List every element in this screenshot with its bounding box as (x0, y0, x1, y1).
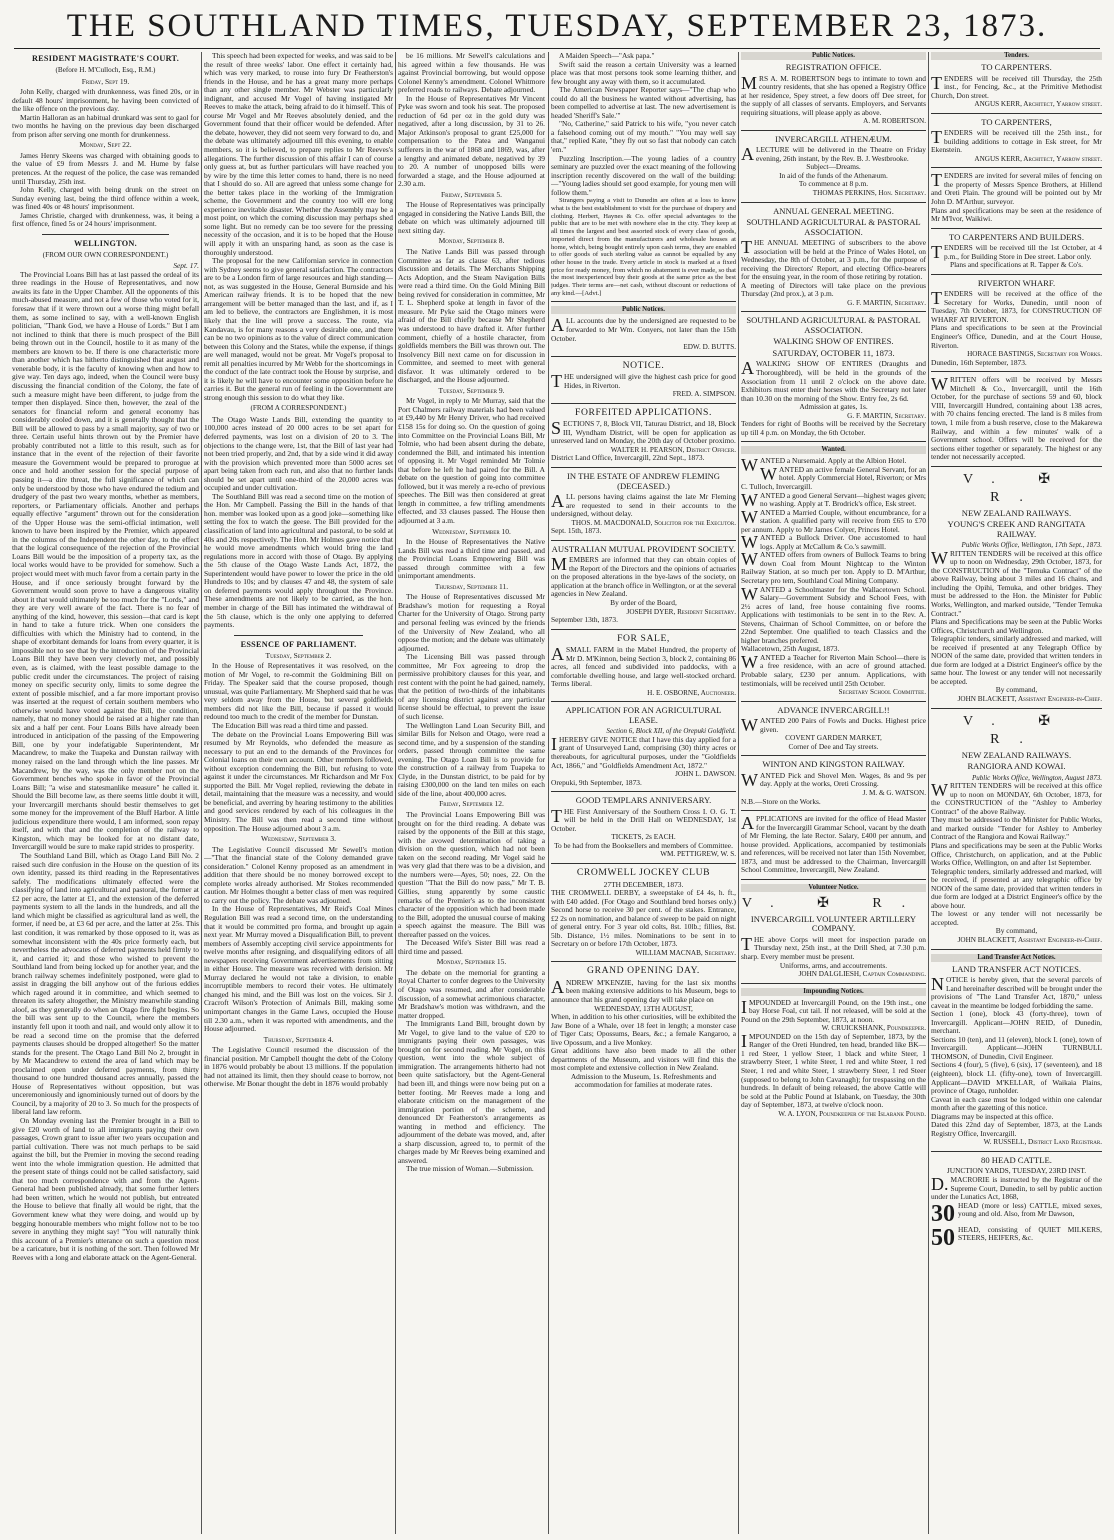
wanted-ad: WANTED a Schoolmaster for the Wallacetown School. Salary—Government Subsidy and School Fees, with 2½ acres of land, free house containing five rooms. Applications with testimonials to be sent in to the Rev. A. Stevens, Chairman of School Committee, on or before the 22nd September. One qualified to teach Classics and the higher branches preferred. (741, 583, 926, 645)
ad-signature: EDW. D. BUTTS. (683, 343, 736, 352)
paragraph: A Maiden Speech—"Ask papa." (559, 52, 655, 60)
ad-body: THE above Corps will meet for inspection parade on Thursday next, 25th inst., at the Drill Shed, at 7.30 p.m. sharp. Every member must be present. (741, 933, 926, 961)
column-2 (204, 52, 393, 1536)
separator (931, 949, 1102, 950)
paragraph: On Monday evening last the Premier brought in a Bill to give £20 worth of land to all immigrants paying their own passages, Crown grant to issue after two years occupation and partial cultivation. There was not much perhaps to be said against the bill, but the Premier in moving the second reading went into the whole immigration question. He admitted that the present state of things could not be called satisfactory, said that too much correspondence with and from the Agent-General had been published already, that some further letters had been written, which he would not publish, but entreated the House to believe that finally all would be right, that the Government knew what they were doing, and would up by begging honourable members who might follow not to be too severe in anything they might say! "You will naturally think this account of a Premier's utterance on such a question most be a caricature, but it is nothing of the sort. Then followed Mr Reeves with a long and elaborate attack on the Agent-General. (12, 1115, 199, 1262)
ad-title: GRAND OPENING DAY. (587, 965, 700, 977)
separator (931, 1151, 1102, 1152)
wanted-ad: WANTED a Bullock Driver. One accustomed to haul logs. Apply at McCallum & Co.'s sawmill. (741, 532, 926, 553)
ad-body: When, in addition to his other curiosities, will be exhibited the Jaw Bone of a Whale, over 18 feet in length; a monster case of Tiger Cats; Opossums, Bears, &c.; a female Kangaroo, a live Opossum, and a live Monkey. (551, 1012, 736, 1047)
article-subtitle: (FROM OUR OWN CORRESPONDENT.) (42, 250, 169, 259)
dateline: Wednesday, September 10. (432, 526, 511, 536)
dateline: Tuesday, September 9. (438, 385, 505, 395)
column-divider (928, 52, 929, 1534)
ad-signature: Secretary School Committee. (838, 688, 926, 697)
dateline: Monday, Sept 22. (79, 140, 132, 150)
separator (551, 961, 736, 962)
ad-note: Plans and specifications at R. Tapper & Co's. (949, 260, 1084, 270)
ad-note: By order of the Board, (610, 597, 677, 607)
ad-body: HEAD, consisting of QUIET MILKERS, STEERS, HEIFERS, &c. (958, 1225, 1102, 1243)
ad-body: WANTED Pick and Shovel Men. Wages, 8s and 9s per day. Apply at the works, Oreti Crossing. (741, 769, 926, 790)
separator (234, 635, 363, 636)
ad-body: THE ANNUAL MEETING of subscribers to the above association will be held at the Prince of Wales Hotel, on Wednesday, the 8th of October, at 3 p.m., for the purpose of receiving the Directors' Report, and electing Office-bearers for the ensuing year, in the room of those retiring by rotation. (741, 237, 926, 282)
ad-body: Plans and specifications may be seen at the Public Works Office, Christchurch, on application, and at the Public Works Office, Wellington, on and after 1st September. (931, 840, 1102, 868)
ad-title: SOUTHLAND AGRICULTURAL & PASTORAL ASSOCIATION. (746, 315, 921, 335)
ad-body: They must be addressed to the Minister for Public Works, and marked outside "Tender for Ashley to Amberley Contract of the Rangiora and Kowai Railway." (931, 815, 1102, 842)
dateline: Thursday, September 11. (434, 581, 509, 591)
ad-body: Dated this 22nd day of September, 1873, at the Lands Registry Office, Invercargill. (931, 1120, 1102, 1138)
masthead: THE SOUTHLAND TIMES, TUESDAY, SEPTEMBER 23, 1873. (66, 8, 1048, 44)
ad-body: D.MACRORIE is instructed by the Registrar of the Supreme Court, Dunedin, to sell by public auction under the Lunatics Act, 1868, (931, 1174, 1102, 1202)
dateline: Friday, September 12. (439, 799, 504, 809)
ad-body: Plans and Specifications may be seen at the Public Works Offices, Christchurch and Wellington. (931, 617, 1102, 635)
ad-note: Orepuki, 9th September, 1873. (551, 777, 642, 787)
paragraph: The American Newspaper Reporter says—"The chap who could do all the business he wanted without advertising, has been compelled to advertise at last. The new advertisement is headed 'Sheriff's Sale.'" (551, 85, 736, 120)
ad-body: AWALKING SHOW OF ENTIRES (Draughts and Thoroughbred), will be held in the grounds of the Association from 11 until 2 o'clock on the above date. Exhibitors must enter their horses with the Secretary not later than 10.30 on the morning of the Show. Entry fee, 2s 6d. (741, 358, 926, 403)
separator (551, 629, 736, 630)
article-title: WELLINGTON. (74, 238, 137, 248)
dateline: Monday, September 15. (436, 957, 507, 967)
section-bar-wanted: Wanted. (741, 446, 926, 454)
ad-body: Telegraphic tenders, similarly addressed and marked, will be received, if presented at any telegraphic office by NOON of the same date, provided that written tenders in due form are lodged at a District Engineer's office by the above hour. (931, 866, 1102, 910)
ad-signature: JOHN BLACKETT, Assistant Engineer-in-Chief. (957, 695, 1102, 704)
ad-signature: HORACE BASTINGS, Secretary for Works. (967, 350, 1102, 359)
article-title: ESSENCE OF PARLIAMENT. (240, 639, 357, 649)
ad-title: RANGIORA AND KOWAI. (967, 761, 1066, 772)
paragraph: The Deceased Wife's Sister Bill was read a third time and passed. (398, 938, 545, 956)
ad-body: ALL accounts due by the undersigned are requested to be forwarded to Mr Wm. Conyers, not later than the 15th October. (551, 315, 736, 343)
ad-note: Admission at gates, 1s. (799, 402, 868, 412)
separator (931, 466, 1102, 467)
dateline: Friday, Sept 19. (81, 76, 130, 86)
separator (551, 540, 736, 541)
ad-title: NEW ZEALAND RAILWAYS. (961, 749, 1072, 760)
paragraph: The debate on the Provincial Loans Empowering Bill was resumed by Mr Reynolds, who defended the measure as necessary to put an end to the demands of the Provinces for Colonial loans on their own account. Other members followed, without exception condemning the Bill, but refusing to vote against it under the circumstances. Mr Richardson and Mr Fox supported the Bill. Mr Vogel replied, reviewing the debate in detail, maintaining that the measure was a necessity, and would be beneficial, and averring by hearing testimony to the abilities and good services rendered by each of his colleagues in the Ministry. The Bill was then read a second time without opposition. The House adjourned about 3 a.m. (204, 729, 393, 833)
ad-body: Admission to the Museum, 1s. Refreshments and accommodation for families at moderate rates. (570, 1071, 717, 1090)
paragraph: In the House of Representatives, Mr Reid's Coal Mines Regulation Bill was read a second time, on the understanding that it would be committed pro forma, and brought up again next year. Mr Murray moved a Disqualification Bill, to prevent members of Assembly accepting civil service appointments for twelve months after resigning, and disqualifying editors of all newspapers receiving Government advertisements from sitting in either House. The measure was received with derision. Mr Murray declared he would not take a division, to enable incorruptible members to record their votes. He ultimately changed his mind, and the Bill was lost on the voices. Sir J. Cracroft Wilson's Protection of Animals Bill, making some unimportant changes in the Game Laws, occupied the House till 2.30 a.m., when it was reported with amendments, and the House adjourned. (204, 904, 393, 1034)
paragraph: The House of Representatives discussed Mr Bradshaw's motion for requesting a Royal Charter for the University of Otago. Strong party and personal feeling was evinced by the friends of the University of New Zealand, who all oppose the motion; and the debate was ultimately adjourned. (398, 592, 545, 653)
dateline: Tuesday, September 2. (265, 650, 332, 660)
ad-signature: FRED. A. SIMPSON. (672, 390, 736, 399)
ad-body: Caveat in each case must be lodged within one calendar month after the gazetting of this notice. (931, 1094, 1102, 1113)
separator (931, 113, 1102, 114)
paragraph: The Legislative Council discussed Mr Sewell's motion—"That the financial state of the Colony demanded grave consideration." Colonel Kenny proposed as an amendment in addition that there should be no money borrowed except to complete works already authorised. Mr Stokes recommended caution. Mr Holmes thought a better class of men was required to carry out the policy. The debate was adjourned. (204, 844, 393, 905)
separator (551, 356, 736, 357)
ad-signature: G. F. MARTIN, Secretary. (847, 298, 926, 307)
section-bar-impounding: Impounding Notices. (741, 988, 926, 996)
ad-title: WINTON AND KINGSTON RAILWAY. (762, 759, 905, 770)
article-title: RESIDENT MAGISTRATE'S COURT. (31, 54, 180, 63)
paragraph: In the House of Representatives Mr Vincent Pyke was sworn and took his seat. The proposed reduction of 6d per oz in the gold duty was negatived, after a long discussion, by 31 to 26. Major Atkinson's proposal to grant £25,000 for compensation to the Patea and Wanganui sufferers in the war of 1868 and 1869, was, after a lengthy and animated debate, negatived by 39 to 20. A number of unopposed bills were forwarded a stage, and the House adjourned at 2.30 a.m. (398, 93, 545, 189)
wanted-ad: WANTED an active female General Servant, for an hotel. Apply Commercial Hotel, Riverton; or Mrs C. Tulloch, Invercargill. (741, 463, 926, 491)
ad-body: Plans and specifications to be seen at the Provincial Engineer's Office, Dunedin, and at the Court House, Riverton. (931, 323, 1102, 350)
paragraph: The Southland Land Bill, which as Otago Land Bill No. 2 raised such dire confusion in the House on the question of its own identity, passed its third reading in the Representatives safely. The modifications ultimately effected were the classifying of land into agricultural and pastoral, the former at £2 per acre, the latter at £1, and the extension of the deferred payments system to all the lands in the hundreds, and all the land which might be classified as agricultural land as well, the former, if need be, at £3 6d per acre, and the latter at 25s. This last condition, it was remarked by those opposed to it, was as somewhat inconsistent with the 40s price formerly each, but nevertheless the advocates of deferred payments held firmly to it, and carried it; and those who wished to prevent the Southland land from being locked up for another year, and the branch railway schemes indefinitely postponed, were glad to assist in dragging the bill anyhow out of the furious eddies which raged around it in committee, and which seemed to threaten its safety altogether, the Ministry meanwhile standing aloof, as they generally do when an Otago fire fight begins. So the bill was sent up to the Council, where the members instantly fell upon it tooth and nail, and would only allow it to be read a second time on the promise that the deferred payments clauses should be dropped altogether! So the matter stands for the present. The Otago Land Bill No 2, brought in by Mr Macandrew to extend the area of land which may be proclaimed open under deferred payments, from thirty thousand to one hundred thousand acres annually, passed the House of Representatives without opposition, but was unceremoniously and ignominiously turned out of doors by the Council, by a majority of 20 to 3. So much for the prospects of liberal land law reform. (12, 851, 199, 1117)
ad-signature: WALTER H. PEARSON, District Officer. (610, 445, 736, 454)
ad-note: Wallacetown, 25th August, 1873. (741, 644, 840, 654)
ad-subtitle: Section 6, Block XII, of the Orepuki Goldfield. (606, 727, 736, 736)
ad-note: N.B.—Store on the Works. (741, 796, 821, 806)
ad-title: TO CARPENTERS AND BUILDERS. (949, 231, 1084, 242)
ad-body: IMPOUNDED at Invercargill Pound, on the 19th inst., one bay Horse Foal, cut tail. If not released, will be sold at the Pound on the 29th September, 1873, at noon. (741, 996, 926, 1024)
ad-body: THE undersigned will give the highest cash price for good Hides, in Riverton. (551, 371, 736, 392)
wanted-ad: WANTED a Teacher for Riverton Main School—there is a free residence, with an acre of ground attached. Probable salary, £230 per annum. Applications, with testimonials, will be received until 25th October. (741, 651, 926, 688)
paragraph: The Native Lands Bill was passed through Committee as far as clause 63, after tedious discussion and details. The Merchants Shipping Acts Adoption, and the Steam Navigation Bills were read a third time. On the Gold Mining Bill being revived for consideration in committee, Mr T. L. Shepherd spoke at length in favor of the measure. Mr Pyke said the Otago miners were afraid of the Bill chiefly because Mr Shepherd was understood to have drafted it. After further comment, chiefly of a hostile character, from goldfields members the Bill was thrown out. The Insolvency Bill next came on for discussion in Committee, and seemed to meet with general disfavor. It was ultimately ordered to be discharged, and the House adjourned. (398, 247, 545, 385)
ad-signature: WILLIAM MACNAB, Secretary. (635, 948, 736, 957)
ad-title: IN THE ESTATE OF ANDREW FLEMING (DECEASED.) (567, 471, 720, 491)
ad-body: TENDERS are invited for several miles of fencing on the property of Messrs Spence Brothers, at Hillend and Oreti Plain. The ground will be pointed out by Mr John D. M'Arthur, surveyor. (931, 170, 1102, 207)
ad-signature: W. RUSSELL, District Land Registrar. (983, 1138, 1102, 1147)
paragraph: The Provincial Loans Empowering Bill was brought on for the third reading. A debate was raised by the opponents of the Bill at this stage, with the avowed determination of taking a division on the question, which had not been taken on the second reading. Mr Vogel said he was very glad that there was to be a division, and the numbers were—Ayes, 50; noes, 22. On the question "That the Bill do now pass," Mr T. B. Gillies, stung apparently by some caustic remarks of the Premier's as to the inconsistent character of the opposition which had been made to the Bill, adopted the unusual course of making a speech against the measure. The Bill was thereafter passed on the voices. (398, 810, 545, 939)
paragraph: James Christie, charged with drunkenness, was, it being a first offence, fined 5s or 24 hours' imprisonment. (12, 210, 199, 229)
ad-date: 27TH DECEMBER, 1873. (603, 879, 684, 889)
ad-title: ANNUAL GENERAL MEETING. (773, 205, 894, 216)
paragraph: In the House of Representatives the Native Lands Bill was read a third time and passed, and the Provincial Loans Empowering Bill was passed through committee with a few unimportant amendments. (398, 537, 545, 581)
paragraph: The Provincial Loans Bill has at last passed the ordeal of its three readings in the House of Representatives, and now awaits its fate in the Upper Chamber. All the opponents of this much-abused measure, and not a few of those who voted for it, foresaw that if it were thrown out a worse thing might befall them, as some inclined to say, with a well-known English politician, "Thank God, we have a House of Lords." But I am not inclined to think that there is much prospect of the Bill being thrown out in the Council, hostile to it as many of the members are known to be. If there is one characteristic more than another which has hitherto distinguished that august and venerable body, it is the faculty of knowing when and how to give way. Ten days ago, indeed, when the Council were busy discussing the financial condition of the Colony, the fate of such a measure might have been different, to judge from the temper then displayed. Since then, however, the zeal of the senators for financial reform and general economy has considerably cooled down, and it is generally thought that the Bill will be allowed to pass by a small majority, say of two or three. Certain useful hints thrown out by the Premier have probably contributed not a little to this result, such as for instance that in the event of the rejection of their favorite measure the Government would be prepared to prorogue at once and hold another session for the special purpose of passing it—a dire threat, the full significance of which can only be understood by those who have endured the tedium and drudgery of the past two weary months, whether as members, reporters, or Parliamentary officials. Another and perhaps equally effective "argument" thrown out for the consideration of the Upper House was the semi-official intimation, well known to have been inspired by the Premier, which appeared in the columns of the Independent the other day, to the effect that the logical consequence of the rejection of the Provincial Loans Bill would be the imposition of a property tax, as the local works would have to be provided for somehow. Such a project would meet with much favor from a certain party in the House, and if once seriously brought forward by the Government would soon prove to have a dangerous vitality about it that would ultimately be too much for the "Lords," and they are very well aware of the fact. There is no fear of anything of the kind, however, this session—that card is kept in hand to take a future trick. When one considers the difficulties with which the Ministry had to contend, in the shape of exorbitant demands for loans from every quarter, it is impossible not to see that by the introduction of the Provincial Loans Bill they have been very cleverly met, and possibly even, as is claimed, with the least possible damage to the public credit under the circumstances. The project of raising money on specific security only, limits to some degree the extent of possible mischief, and a far more important proviso was inserted at the request of certain southern members who otherwise would have voted against the Bill, the condition, namely, that no money should be raised at a higher rate than six and a half per cent. Four Loans Bills have already been introduced in anticipation of the passing of the Empowering Bill, one by your indefatigable Superintendent, Mr Macandrew, to make the Tuapeka and Dunstan railway with money raised on the land through which the line passes. Mr Macandrew, by the way, was the only member not on the Government benches who spoke in favor of the Provincial Loans Bill; "a wise and statesmanlike measure" he called it. Should the Bill become law, as there seems little doubt it will, your Invercargill merchants should bestir themselves to get some money for the improvement of the Bluff Harbor. A little judicious expenditure there would, I am informed, soon repay itself, and with that and the completion of the railway to Kingston, which may be looked for at no distant date, Invercargill would be sure to make rapid strides to prosperity. (12, 269, 199, 852)
ad-body: IHEREBY GIVE NOTICE that I have this day applied for a grant of Unsurveyed Land, comprising (30) thirty acres or thereabouts, for agricultural purposes, under the "Goldfields Act, 1866," and "Goldfields Amendment Act, 1872." (551, 733, 736, 770)
paragraph: The House of Representatives was principally engaged in considering the Native Lands Bill, the debate on which was ultimately adjourned till next sitting day. (398, 200, 545, 235)
ad-signature: WM. PETTIGREW, W. S. (660, 850, 736, 859)
ad-signature: THOS. M. MACDONALD, Solicitor for the Executor. (571, 518, 736, 527)
paragraph: This speech had been expected for weeks, and was said to be the result of three weeks' labor. One effect it certainly had, which was very marked, to rouse into fury Dr Featherston's friends in the House, and he has a great many more perhaps than any other single member. Mr Webster was particularly indignant, and accused Mr Vogel of having instigated Mr Reeves to make the attack, being afraid to do it himself. This of course Mr Vogel and Mr Reeves absolutely denied, and the Government found that their officer would be defended. After the debate, however, they did not seem very forward to do, and the debate was ultimately adjourned till this evening, to enable members, so it is believed, to prepare replies to Mr Reeves's allegations. The further discussion of this affair I can of course only guess at, but as further particulars will have reached you by wire by the time this letter comes to hand, there is no need that I should do so. All are agreed that unless some change for the better takes place in the working of the Immigration scheme, the Government and the country too will ere long experience inevitable disaster. Whether the Assembly may be a most point, on which the coming discussion may perhaps shed some light. But no remedy can be too severe for the pressing necessity of the occasion, and it is to be hoped that the House will apply it with an unsparing hand, as soon as the case is thoroughly understood. (204, 52, 393, 257)
ad-body: WRITTEN TENDERS will be received at this office up to noon on Wednesday, 29th October, 1873, for the CONSTRUCTION of the "Temuka Contract" of the above Railway, being about 3 miles and 16 chains, and including the Opihi, Temuka, and other bridges. They must be addressed to the Hon. the Minister for Public Works, Wellington, and marked outside, "Tender Temuka Contract." (931, 547, 1102, 618)
paragraph: James Henry Skeens was charged with obtaining goods to the value of £9 from Messrs J. and M. Hume by false pretences. At the request of the police, the case was remanded until Thursday, 25th inst. (12, 150, 199, 186)
separator (741, 755, 926, 756)
article-subtitle: (FROM A CORRESPONDENT.) (250, 404, 347, 413)
ad-title: REGISTRATION OFFICE. (785, 62, 882, 72)
separator (741, 441, 926, 442)
ad-note: To be had from the Booksellers and members of Committee. (554, 840, 733, 850)
separator (931, 708, 1102, 709)
dateline: Wednesday, September 3. (260, 834, 337, 844)
paragraph: Swift said the reason a certain University was a learned place was that most persons took some learning thither, and few brought any away with them, so it accumulated. (551, 59, 736, 86)
ad-title: INVERCARGILL ATHENÆUM. (775, 133, 892, 144)
wanted-ad: WANTED offers from owners of Bullock Teams to bring down Coal from Mount Nightcap to the Winton Railway Station, at so much per ton. Apply to D. M'Arthur, Secretary pro tem, Southland Coal Mining Company. (741, 549, 926, 586)
ad-body: Sections 4 (four), 5 (five), 6 (six), 17 (seventeen), and 18 (eighteen), block LI. (fifty-one), town of Invercargill. Applicant—DAVID M'KELLAR, of Waikaia Plains, province of Otago, runholder. (931, 1060, 1102, 1096)
ad-note: District Land Office, Invercargill, 22nd Sept., 1873. (551, 453, 705, 463)
separator (931, 167, 1102, 168)
ad-body: APPLICATIONS are invited for the office of Head Master for the Invercargill Grammar School, vacant by the death of Mr Fleming, the late Rector. Salary, £400 per annum, and house provided. Applications, accompanied by testimonials and references, will be received not later than 15th November, 1873, and must be addressed to the Chairman, Invercargill School Committee, Invercargill, New Zealand. (741, 813, 926, 875)
column-1 (12, 52, 199, 1536)
ad-title: TO CARPENTERS. (981, 62, 1052, 72)
ad-title: AUSTRALIAN MUTUAL PROVIDENT SOCIETY. (551, 543, 736, 554)
ad-note: Public Works Office, Wellington, 17th Sept., 1873. (961, 541, 1102, 550)
separator (741, 701, 926, 702)
ad-note: By command, (995, 685, 1038, 695)
paragraph: The Otago Waste Lands Bill, extending the quantity to 100,000 acres instead of 20 000 acres to be set apart for deferred payments, was lost on a division of 20 to 3. The objections to the change were, 1st, that the Bill of last year had not been tried properly, and 2nd, that by a side wind it did away with the provision which prevented more than 5000 acres set apart being taken from each run, and also that no further lands should be set apart until one-third of the 20,000 acres was occupied and under cultivation. (204, 414, 393, 493)
ad-body: ANDREW M'KENZIE, having for the last six months been making extensive additions to his Museum, begs to announce that his grand opening day will take place on (551, 976, 736, 1005)
separator (741, 130, 926, 131)
section-bar-land-transfer: Land Transfer Act Notices. (931, 954, 1102, 962)
section-bar-public-notices: Public Notices. (741, 52, 926, 60)
separator (931, 274, 1102, 275)
article-subtitle: (Before H. M'Culloch, Esq., R.M.) (55, 66, 156, 74)
paragraph: The Southland Bill was read a second time on the motion of the Hon. Mr Campbell. Passing the Bill in the hands of that hon. member was looked upon as a good joke—something like setting the fox to watch the geese. The Bill provided for the classification of land into agricultural and pastoral, to be sold at 40s and 20s respectively. The Hon. Mr Holmes gave notice that he would move amendments which would bring the land regulations more in accord with those of Otago. By applying the 5th clause of the Otago Waste Lands Act, 1872, the Superintendent would have power to lower the price in the old Hundreds to 10s; and by clauses 47 and 48, the system of sale on deferred payments would apply throughout the Province. These amendments are not likely to be carried, as the hon. member in charge of the Bill has intimated the withdrawal of the 5th clause, which is the only one applying to deferred payments. (204, 491, 393, 630)
ad-note: September 13th, 1873. (551, 615, 618, 625)
royal-crest-icon: V. ✠ R. (962, 713, 1071, 747)
ad-title: TO CARPENTERS, (981, 116, 1052, 127)
paragraph: The Legislative Council resumed the discussion of the financial position. Mr Campbell thought the debt of the Colony in 1876 would probably be about 13 millions. If the population had not attained its limit, then they should cease to borrow, not otherwise. Mr Bonar thought the debt in 1876 would probably (204, 1045, 393, 1089)
ad-signature: G. F. MARTIN, Secretary. (847, 411, 926, 420)
paragraph: The Education Bill was read a third time and passed. (212, 720, 368, 730)
section-bar-volunteer: Volunteer Notice. (741, 884, 926, 892)
ad-date: WEDNESDAY, 13TH AUGUST, (594, 1003, 693, 1013)
ad-note: By command, (995, 926, 1038, 936)
ad-body: Diagrams may be inspected at this office. (931, 1111, 1054, 1121)
wanted-ad: WANTED a good General Servant—highest wages given; no washing. Apply at T. Brodrick's office, Esk street. (741, 489, 926, 510)
ad-signature: JOSEPH DYER, Resident Secretary. (626, 607, 736, 616)
separator (741, 202, 926, 203)
ad-body: Sections 10 (ten), and 11 (eleven), block I. (one), town of Invercargill. Applicant—JOHN TURNBULL THOMSON, of Dunedin, Civil Engineer. (931, 1034, 1102, 1061)
ad-signature: ANGUS KERR, Architect, Yarrow street. (974, 154, 1102, 163)
ad-signature: JOHN BLACKETT, Assistant Engineer-in-Chief. (957, 935, 1102, 944)
ad-body: THE First Anniversary of the Southern Cross I. O. G. T. will be held in the Drill Hall on WEDNESDAY, 1st October. (551, 805, 736, 833)
paragraph: Puzzling Inscription.—The young ladies of a country seminary are puzzled over the exact meaning of the following inscription recently discovered on the wall of the building:—"Young ladies should set good example, for young men will follow them." (551, 153, 736, 197)
ad-body: ALL persons having claims against the late Mr Fleming are requested to send in their accounts to the undersigned, without delay. (551, 491, 736, 519)
dateline: Thursday, September 4. (263, 1034, 334, 1044)
separator (741, 311, 926, 312)
wanted-ad: WANTED a Married Couple, without encumbrance, for a station. A qualified party will receive from £65 to £70 per annum. Apply to Mr James Colyer, Princes Hotel. (741, 506, 926, 534)
ad-signature: THOMAS PERKINS, Hon. Secretary. (812, 189, 926, 198)
column-4 (551, 52, 736, 1536)
column-divider (548, 52, 549, 1534)
ad-body: IMPOUNDED on the 15th day of September, 1873, by the Ranger of the Oreti Hundred, ten head, branded like BK—1 red Steer, 1 yellow Steer, 1 black and white Steer, 1 strawberry Steer, 1 white Steer, 1 red and white Steer, 1 red Steer, 1 red and white Steer, 1 strawberry Steer, 1 red Steer (supposed to belong to John Cavanagh); for trespassing on the hundreds. In default of being released, the above Cattle will be sold at the Public Pound at Islabank, on Tuesday, the 30th day of September, 1873, at twelve o'clock noon. (741, 1030, 926, 1110)
paragraph: The Immigrants Land Bill, brought down by Mr Vogel, to give land to the value of £20 to immigrants paying their own passages, was brought on for second reading. Mr Vogel, on this question, went into the whole subject of immigration. The arrangements hitherto had not been quite satisfactory, but the Agent-General had been ill, and things were now being put on a better footing. Mr Reeves made a long and elaborate criticism on the management of the immigration portion of the scheme, and denounced Dr Featherston's arrangements as wanting in method and efficiency. The adjournment of the debate was moved, and, after a sharp discussion, agreed to, to permit of the charges made by Mr Reeves being examined and answered. (398, 1019, 545, 1165)
column-divider (738, 52, 739, 1534)
paragraph: The debate on the memorial for granting a Royal Charter to confer degrees to the University of Otago was resumed, and after considerable discussion, of a somewhat acrimonious character, Mr Bradshaw's motion was withdrawn, and the matter dropped. (398, 967, 545, 1020)
separator (551, 791, 736, 792)
cattle-count: 30 (931, 1201, 955, 1226)
ad-body: WANTED 200 Pairs of Fowls and Ducks. Highest price given. (741, 715, 926, 736)
separator (551, 701, 736, 702)
wanted-ad: WANTED a Nursemaid. Apply at the Albion Hotel. (741, 455, 907, 476)
ad-signature: ANGUS KERR, Architect, Yarrow street. (974, 100, 1102, 109)
ad-date: SATURDAY, OCTOBER 11, 1873. (772, 347, 895, 358)
separator (741, 983, 926, 984)
ad-body: ASMALL FARM in the Mabel Hundred, the property of Mr D. M'Kinnon, being Section 3, block 2, containing 86 acres, all fenced and subdivided into paddocks, with a comfortable dwelling house, and large well-stocked orchard. Terms liberal. (551, 644, 736, 689)
column-divider (201, 52, 202, 1534)
ad-note: Sept. 15th, 1873. (551, 526, 602, 536)
separator (551, 467, 736, 468)
ad-date: JUNCTION YARDS, TUESDAY, 23RD INST. (946, 1166, 1087, 1176)
ad-body: SECTIONS 7, 8, Block VII, Taturau District, and 18, Block III, Wyndham District, will be open for application as unreserved land on Monday, the 20th day of October proximo. (551, 418, 736, 446)
ad-body: TENDERS will be received till the 25th inst., for building additions to cottage in Esk street, for Mr Ekenstein. (931, 127, 1102, 155)
ad-body: WRITTEN TENDERS will be received at this office up to noon on MONDAY, 6th October, 1873, for the CONSTRUCTION of the "Ashley to Amberley Contract" of the above Railway. (931, 780, 1102, 816)
ad-body: ALECTURE will be delivered in the Theatre on Friday evening, 26th instant, by the Rev. B. J. Westbrooke. (741, 144, 926, 165)
separator (551, 403, 736, 404)
ad-signature: J. M. & G. WATSON. (862, 788, 926, 797)
paragraph: be 16 millions. Mr Sewell's calculations and his agreed within a few thousands. He was against Provincial borrowing, but would oppose Colonel Kenny's amendment. Colonel Whitmore preferred roads to railways. Debate adjourned. (398, 52, 545, 95)
ad-body: Plans and specifications may be seen at the residence of Mr M'Ivor, Waikiwi. (931, 205, 1102, 224)
cattle-count: 50 (931, 1225, 955, 1250)
ad-body: THE CROMWELL DERBY, a sweepstake of £4 4s, h. ft., with £40 added. (For Otago and Southland bred horses only.) Second horse to receive 30 per cent. of the stakes. Entrance, £2 2s on nomination, and balance of sweep to be paid on night of general entry. For 3 year old colts, 8st. 10lb.; fillies, 8st. 5lb. Distance, 1½ miles. Nominations to be sent in to Secretary on or before 17th October, 1873. (551, 888, 736, 949)
dateline: Monday, September 8. (438, 236, 505, 246)
ad-note: Corner of Dee and Tay streets. (788, 741, 879, 751)
ad-note: Public Works Office, Wellington, August 1873. (971, 773, 1102, 782)
ad-body: TENDERS will be received till the 1st October, at 4 p.m., for Building Store in Dee street. Labor only. (931, 242, 1102, 263)
ad-signature: JOHN DALGLIESH, Captain Commanding. (798, 970, 926, 979)
ad-title: GOOD TEMPLARS ANNIVERSARY. (575, 795, 712, 806)
ad-body: TENDERS will be received at the office of the Secretary for Works, Dunedin, until noon of Tuesday, 7th October, 1873, for CONSTRUCTION OF WHARF AT RIVERTON. (931, 288, 1102, 324)
ad-body: A meeting of Directors will take place on the previous Thursday (2nd prox.), at 3 p.m. (741, 280, 926, 299)
section-bar-tenders: Tenders. (931, 52, 1102, 60)
separator (741, 810, 926, 811)
ad-note: COVENT GARDEN MARKET, (785, 733, 882, 743)
ad-title: RIVERTON WHARF. (977, 277, 1056, 288)
column-divider (395, 52, 396, 1534)
separator (741, 879, 926, 880)
ad-title: FORFEITED APPLICATIONS. (575, 406, 712, 418)
ad-title: FOR SALE, (617, 632, 670, 644)
ad-note: In aid of the funds of the Athenæum. (779, 170, 888, 180)
ad-body: Section 1 (one), block 43 (forty-three), town of Invercargill. Applicant—JOHN REID, of Dunedin, merchant. (931, 1009, 1102, 1036)
ad-title: INVERCARGILL VOLUNTEER ARTILLERY COMPANY. (750, 913, 917, 934)
ad-body: Tenders for right of Booths will be received by the Secretary up till 4 p.m. on Monday, the 6th October. (741, 419, 926, 437)
separator (931, 228, 1102, 229)
royal-crest-icon: V. ✠ R. (962, 471, 1071, 505)
paragraph: John Kelly, charged with being drunk on the street on Sunday evening last, being the third offence within a week, was fined 40s or 48 hours' imprisonment. (12, 185, 199, 212)
ad-signature: H. E. OSBORNE, Auctioneer. (647, 688, 736, 697)
paragraph: John Kelly, charged with drunkenness, was fined 20s, or in default 48 hours' imprisonment, he having been convicted of the like offence on the previous day. (12, 87, 199, 114)
paragraph: Mr Vogel, in reply to Mr Murray, said that the Port Chalmers railway materials had been valued at £9,440 by Mr Henry Driver, who had received £158 15s for doing so. On the question of going into Committee on the Provincial Loans Bill, Mr Tolmie, who had been absent during the debate, condemned the Bill, and intimated his intention of opposing it. Mr Vogel reminded Mr Tolmie that before he left he had paired for the Bill. A debate on the question of going into committee followed, but it was merely a re-echo of previous speeches. The Bill was then considered at great length in committee, a few trifling amendments effected, and 33 clauses passed. The House then adjourned at 3 a.m. (398, 396, 545, 525)
dateline: Sept. 17. (173, 261, 199, 271)
paragraph: "No, Catherine," said Patrick to his wife, "you never catch a falsehood coming out of my mouth." "You may well say that," replied Kate, "they fly out so fast that nobody can catch 'em." (551, 119, 736, 155)
ad-body: Telegraphic tenders, similarly addressed and marked, will be received if presented at any Telegraph Office by NOON of the same date, provided that written tenders in due form are lodged at a District Engineer's office by the same hour. The lowest or any tender will not necessarily be accepted. (931, 634, 1102, 686)
ad-title: 80 HEAD CATTLE. (981, 1154, 1052, 1165)
ad-note: Uniforms, arms, and accoutrements. (779, 960, 888, 970)
separator (42, 234, 169, 235)
section-bar-public-notices: Public Notices. (551, 306, 736, 314)
ad-body: WRITTEN offers will be received by Messrs Mitchell & Co., Invercargill, until the 16th October, for the purchase of sections 59 and 60, block VIII, Invercargill Hundred, containing about 138 acres, with 70 chains fencing erected. The land is 8 miles from town, 1 mile from a bush reserve, close to the Makarewa Railway, and within a few minutes' walk of a Government school. Offers will be received for the sections either together or separately. The highest or any tender not necessarily accepted. (931, 374, 1102, 462)
ad-signature: A. M. ROBERTSON. (863, 117, 926, 126)
ad-title: APPLICATION FOR AN AGRICULTURAL LEASE. (565, 705, 722, 725)
ad-title: LAND TRANSFER ACT NOTICES. (951, 963, 1082, 974)
ad-body: MEMBERS are informed that they can obtain copies of the Report of the Directors and the opinions of actuaries on the proposed alterations in the bye-laws of the society, on application at the branch office in Wellington, or at the several agencies in New Zealand. (551, 554, 736, 599)
ad-note: TICKETS, 2s EACH. (611, 832, 676, 842)
ad-signature: W. A. LYON, Poundkeeper of the Islabank Pound. (778, 1109, 926, 1118)
ad-title: YOUNG'S CREEK AND RANGITATA RAILWAY. (947, 519, 1086, 539)
ad-title: ADVANCE INVERCARGILL!! (777, 704, 890, 715)
ad-signature: JOHN L. DAWSON. (675, 770, 736, 779)
paragraph: The true mission of Woman.—Submission. (406, 1164, 534, 1174)
paragraph: Martin Halloran as an habitual drunkard was sent to gaol for two months he having on the previous day been discharged from prison after serving one month for drunkenness. (12, 112, 199, 139)
ad-signature: W. CRUICKSHANK, Poundkeeper. (821, 1024, 926, 1033)
separator (551, 863, 736, 864)
column-5 (741, 52, 926, 1536)
ad-note: To commence at 8 p.m. (798, 179, 869, 189)
ad-title: WALKING SHOW OF ENTIRES. (773, 336, 894, 347)
ad-body: TENDERS will be received till Thursday, the 25th inst., for Fencing, &c., at the Primitive Methodist Church, Don street. (931, 72, 1102, 100)
ad-title: NEW ZEALAND RAILWAYS. (961, 507, 1072, 518)
royal-crest-icon: V. ✠ R. (741, 895, 926, 911)
ad-body: NOTICE is hereby given, that the several parcels of Land hereinafter described will be brought under the provisions of "The Land Transfer Act, 1870," unless caveat in the meantime be lodged forbidding the same. (931, 974, 1102, 1010)
advertorial: Strangers paying a visit to Dunedin are often at a loss to know what is the best establishment to visit for the purchase of drapery and clothing. Herbert, Haynes & Co. offer special advantages to the public that are to be met with nowhere else in the city. They keep at all times the largest and best assorted stock of every class of goods, imported direct from the manufacturers and wholesale houses at home, which, being bought entirely upon cash terms, they are enabled to offer goods of such sterling value as cannot be equalled by any other house in the trade. Every article in stock is marked at a fixed price for ready money, from which no abatement is ever made, so that the most inexperienced buy their goods at the same price as the best judges. Their terms are—net cash, without discount or reductions of any kind.—[Advt.] (551, 197, 736, 297)
masthead-rule (14, 48, 1100, 49)
paragraph: The Wellington Land Loan Security Bill, and similar Bills for Nelson and Otago, were read a second time, and by a suspension of the standing orders, passed through committee the same evening. The Otago Loan Bill is to provide for the construction of a railway from Tuapeka to Clyde, in the Dunstan district, to be paid for by raising £300,000 on the land ten miles on each side of the line, about 400,000 acres. (398, 720, 545, 798)
ad-body: Great additions have also been made to all the other departments of the Museum, and visitors will find this the most complete and extensive collection in New Zealand. (551, 1046, 736, 1073)
ad-body: MRS A. M. ROBERTSON begs to intimate to town and country residents, that she has opened a Registry Office at her residence, Spey street, a few doors off Dee street, for the supply of all classes of servants. Employers, and Servants requiring situations, will please apply as above. (741, 72, 926, 117)
ad-body: The lowest or any tender will not necessarily be accepted. (931, 909, 1102, 927)
column-3 (398, 52, 545, 1536)
ad-title: SOUTHLAND AGRICULTURAL & PASTORAL ASSOCIATION. (746, 217, 921, 237)
dateline: Friday, September 5. (440, 189, 503, 199)
ad-note: Subject—Dreams. (806, 162, 861, 172)
paragraph: The Licensing Bill was passed through committee, Mr Fox agreeing to drop the permissive prohibitory clauses for this year, and rest content with the point he had gained, namely, that the petition of two-thirds of the inhabitants of any licensing district against any particular license should be effectual, to prevent the issue of such license. (398, 652, 545, 722)
paragraph: The proposal for the new Californian service in connection with Sydney seems to give general satisfaction. The contractors are to be a London firm of large resources and high standing—not, as was suggested in the House, General Burnside and his American railway friends. It is to be hoped that the new arrangement will be better managed than the last, and if, as I am led to believe, the contractors are Englishmen, it is most likely that the line will prove a success. The route, via Kandavau, is for many reasons a very desirable one, and there can be no two opinions as to the value of direct communication between this Colony and the States, while the expense, if things are well managed, would not be great. Mr Vogel's proposal to remit all penalties incurred by Mr Webb for the shortcomings in the conduct of the late contract took the House by surprise, and it is likely he will have to encounter some opposition before he carries it. But the general run of feeling in the Government are strong enough this session to do what they like. (204, 256, 393, 402)
separator (551, 301, 736, 302)
column-6 (931, 52, 1102, 1536)
ad-note: Dunedin, 16th September, 1873. (931, 357, 1027, 367)
paragraph: In the House of Representatives it was resolved, on the motion of Mr Vogel, to re-commit the Goldmining Bill on Friday. The Speaker said that the course proposed, though unusual, was quite Parliamentary. Mr Shepherd said that he was very seldom away from the House, but several goldfields members did not like the Bill, because if passed it would redound too much to the credit of the member for Dunstan. (204, 661, 393, 722)
ad-title: CROMWELL JOCKEY CLUB (576, 867, 711, 878)
separator (931, 371, 1102, 372)
ad-title: NOTICE. (622, 359, 665, 371)
ad-body: HEAD (more or less) CATTLE, mixed sexes, young and old. Also, from Mr Dawson, (958, 1201, 1102, 1219)
